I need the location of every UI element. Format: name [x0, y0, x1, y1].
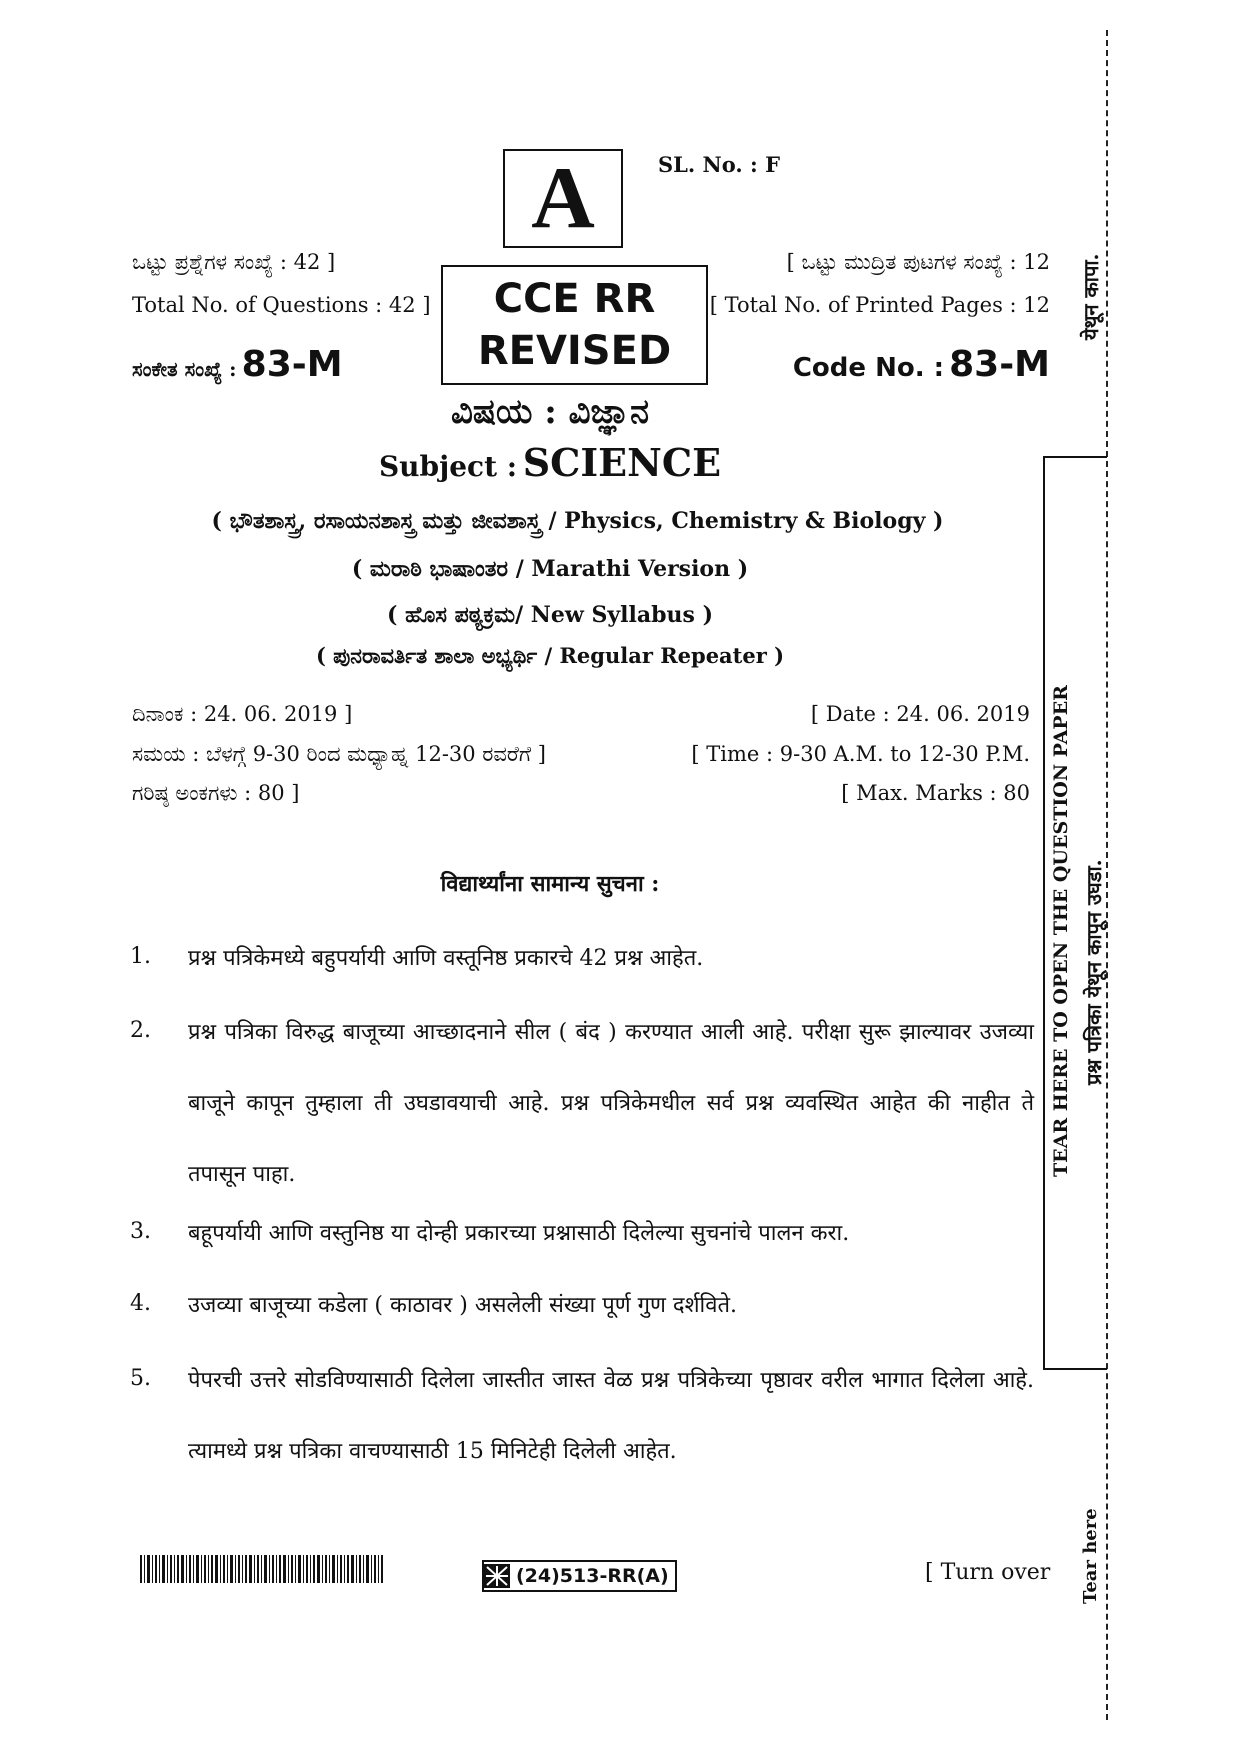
instruction-text: उजव्या बाजूच्या कडेला ( काठावर ) असलेली संख्या पूर्ण गुण दर्शविते.	[188, 1293, 738, 1318]
instruction-number: 3.	[130, 1219, 151, 1244]
version-letter: A	[531, 149, 595, 247]
instruction-text: प्रश्न पत्रिका विरुद्ध बाजूच्या आच्छादनाने सील ( बंद ) करण्यात आली आहे. परीक्षा सुरू झाल्यावर उजव्या बाजूने कापून तुम्हाला ती उघडावयाची आहे. प्रश्न पत्रिकेमधील सर्व प्रश्न व्यवस्थित आहेत की नाहीत ते तपासून पाहा.	[188, 1020, 1034, 1187]
paper-code-box	[482, 1560, 677, 1592]
subject-label: Subject :	[378, 450, 518, 483]
date-kn: ದಿನಾಂಕ : 24. 06. 2019 ]	[132, 702, 353, 726]
board-line-2: REVISED	[477, 328, 672, 374]
code-label-en: Code No. :	[792, 353, 945, 383]
turn-over: [ Turn over	[925, 1560, 1051, 1585]
board-box	[441, 265, 708, 385]
marks-en: [ Max. Marks : 80	[841, 781, 1030, 805]
subject-title-kn: ವಿಷಯ : ವಿಜ್ಞಾನ	[450, 392, 650, 432]
total-questions-kn: ಒಟ್ಟು ಪ್ರಶ್ನೆಗಳ ಸಂಖ್ಯೆ : 42 ]	[132, 250, 336, 274]
language-version: ( ಮರಾಠಿ ಭಾಷಾಂತರ / Marathi Version )	[351, 556, 749, 582]
candidate-type: ( ಪುನರಾವರ್ತಿತ ಶಾಲಾ ಅಭ್ಯರ್ಥಿ / Regular Repeater )	[315, 643, 785, 668]
instructions-heading: विद्यार्थ्यांना सामान्य सुचना :	[440, 871, 660, 897]
code-right	[793, 344, 1050, 385]
instruction-number: 5.	[130, 1366, 151, 1391]
tear-here-en: TEAR HERE TO OPEN THE QUESTION PAPER	[1050, 685, 1072, 1177]
tear-here-label: Tear here	[1080, 1508, 1101, 1604]
instruction-text: बहूपर्यायी आणि वस्तुनिष्ठ या दोन्ही प्रकारच्या प्रश्नासाठी दिलेल्या सुचनांचे पालन करा.	[188, 1221, 850, 1246]
instruction-text: प्रश्न पत्रिकेमध्ये बहुपर्यायी आणि वस्तूनिष्ठ प्रकारचे 42 प्रश्न आहेत.	[188, 946, 704, 971]
code-value-left: 83-M	[241, 344, 343, 385]
instruction-number: 1.	[130, 944, 151, 969]
barcode	[140, 1555, 383, 1583]
cut-here-mr: येथून कापा.	[1079, 253, 1103, 340]
printed-pages-en: [ Total No. of Printed Pages : 12	[709, 293, 1050, 317]
code-value-right: 83-M	[949, 344, 1050, 385]
code-label-kn: ಸಂಕೇತ ಸಂಖ್ಯೆ :	[132, 357, 237, 381]
time-en: [ Time : 9-30 A.M. to 12-30 P.M.	[691, 742, 1030, 766]
subject-title-en	[0, 440, 1100, 485]
code-left	[132, 344, 343, 385]
date-en: [ Date : 24. 06. 2019	[810, 702, 1030, 726]
qr-icon	[484, 1564, 510, 1588]
subject-branches: ( ಭೌತಶಾಸ್ತ್ರ, ರಸಾಯನಶಾಸ್ತ್ರ ಮತ್ತು ಜೀವಶಾಸ್ತ್ರ / Physics, Chemistry & Biology )	[211, 508, 944, 534]
subject-value: SCIENCE	[522, 440, 722, 485]
total-questions-en: Total No. of Questions : 42 ]	[132, 293, 431, 317]
instruction-number: 4.	[130, 1291, 151, 1316]
syllabus: ( ಹೊಸ ಪಠ್ಯಕ್ರಮ/ New Syllabus )	[387, 602, 713, 628]
time-kn: ಸಮಯ : ಬೆಳಗ್ಗೆ 9-30 ರಿಂದ ಮಧ್ಯಾಹ್ನ 12-30 ರವರೆಗೆ ]	[132, 742, 546, 766]
board-line-1: CCE RR	[493, 276, 656, 322]
version-box	[503, 149, 623, 248]
instruction-number: 2.	[130, 1018, 151, 1043]
printed-pages-kn: [ ಒಟ್ಟು ಮುದ್ರಿತ ಪುಟಗಳ ಸಂಖ್ಯೆ : 12	[786, 250, 1050, 274]
marks-kn: ಗರಿಷ್ಠ ಅಂಕಗಳು : 80 ]	[132, 781, 300, 805]
tear-here-mr: प्रश्न पत्रिका येथून कापून उघडा.	[1082, 859, 1106, 1085]
serial-number: SL. No. : F	[658, 152, 780, 177]
paper-code: (24)513-RR(A)	[516, 1565, 669, 1587]
instruction-text: पेपरची उत्तरे सोडविण्यासाठी दिलेला जास्तीत जास्त वेळ प्रश्न पत्रिकेच्या पृष्ठावर वरील भागात दिलेला आहे. त्यामध्ये प्रश्न पत्रिका वाचण्यासाठी 15 मिनिटेही दिलेली आहेत.	[188, 1368, 1034, 1464]
